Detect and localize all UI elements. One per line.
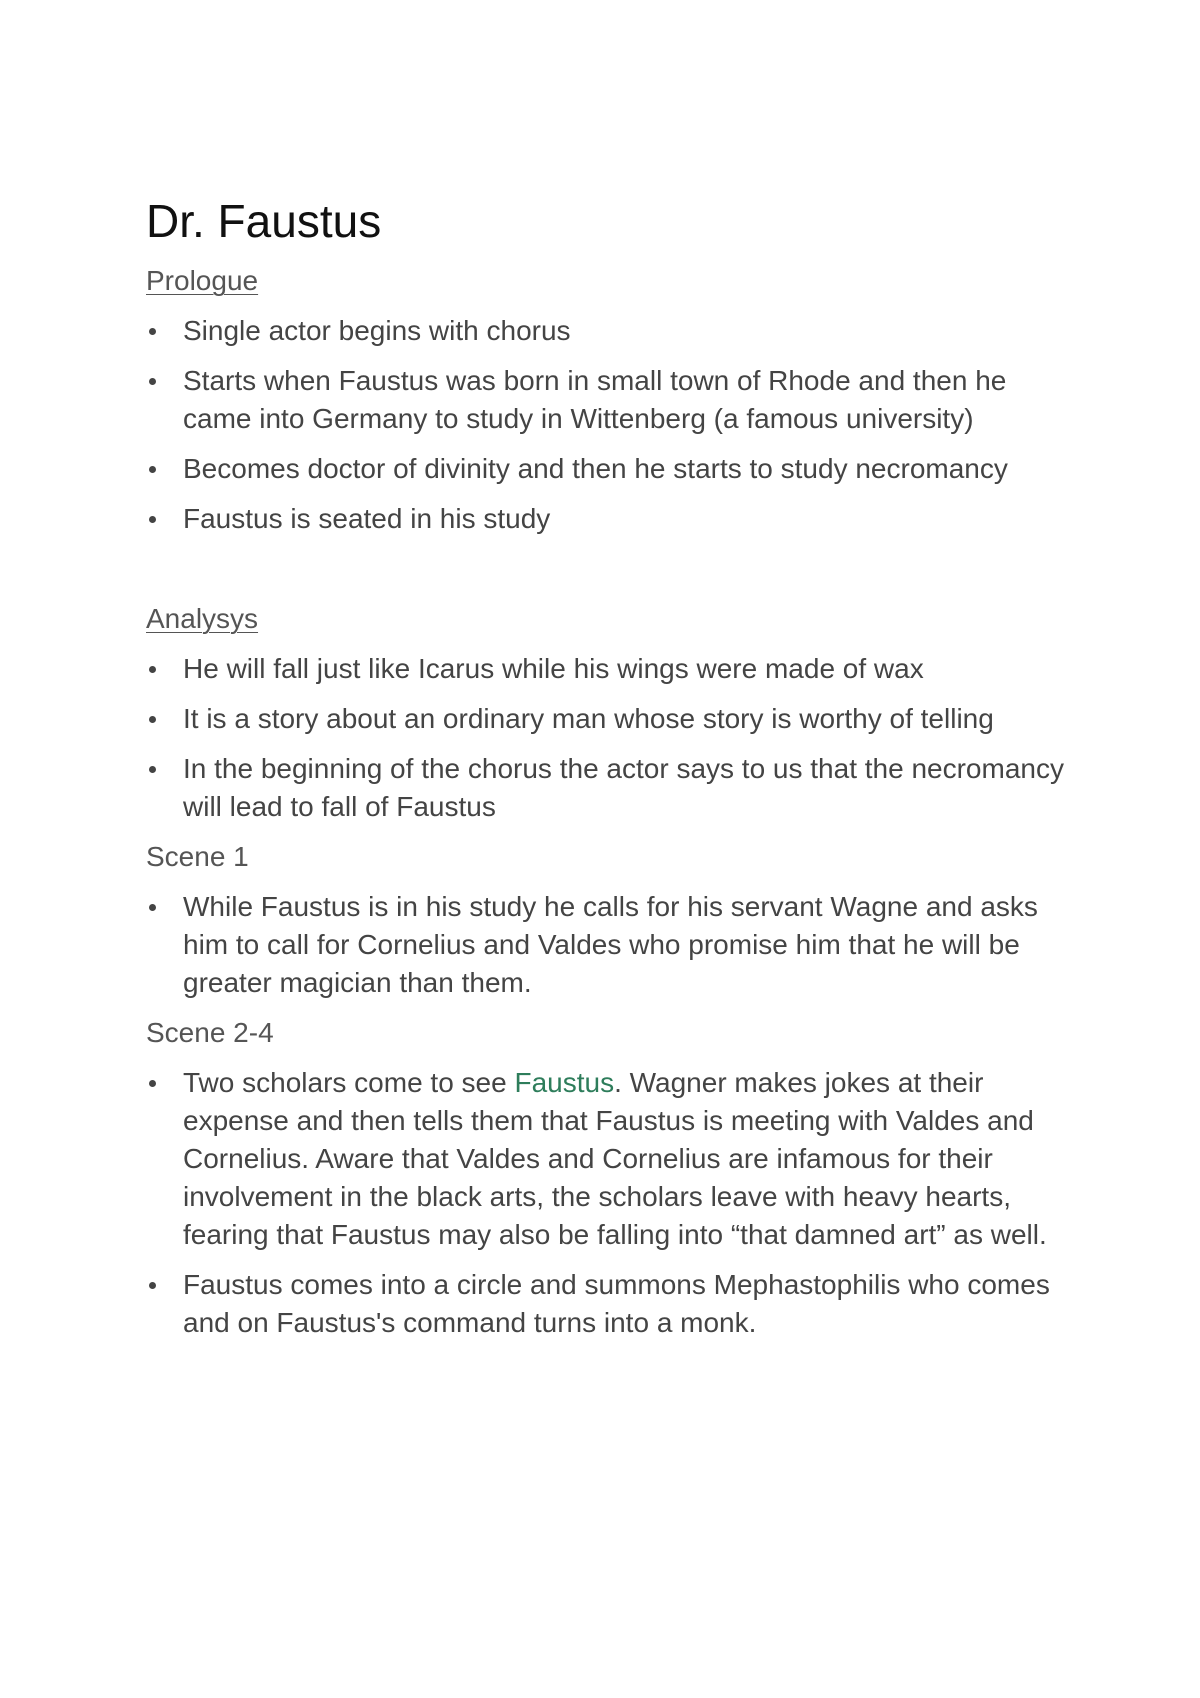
bullet-icon — [149, 466, 156, 473]
list-item-text: Faustus is seated in his study — [183, 503, 551, 534]
scene1-list — [146, 888, 1076, 1002]
list-item-text: It is a story about an ordinary man whose story is worthy of telling — [183, 703, 994, 734]
list-item-text: In the beginning of the chorus the actor says to us that the necromancy will lead to fall of Faustus — [183, 753, 1064, 822]
list-item-text: Starts when Faustus was born in small town of Rhode and then he came into Germany to study in Wittenberg (a famous university) — [183, 365, 1007, 434]
bullet-icon — [149, 378, 156, 385]
scene1-heading: Scene 1 — [146, 841, 249, 872]
list-item — [146, 362, 1076, 438]
bullet-icon — [149, 766, 156, 773]
list-item-text-after-link: . Wagner makes jokes at their expense and then tells them that Faustus is meeting with Valdes and Cornelius. Aware that Valdes and Cornelius are infamous for their involvement in the black arts, the scholars leave with heavy hearts, fearing that Faustus may also be falling into “that damned art” as well. — [183, 1067, 1047, 1250]
list-item — [146, 500, 1076, 538]
analysis-section — [146, 600, 1076, 826]
prologue-section — [146, 262, 1076, 538]
bullet-icon — [149, 716, 156, 723]
list-item — [146, 750, 1076, 826]
list-item — [146, 1064, 1076, 1254]
scene2-4-heading: Scene 2-4 — [146, 1017, 274, 1048]
scene2-4-list — [146, 1064, 1076, 1342]
faustus-link[interactable]: Faustus — [514, 1067, 615, 1098]
bullet-icon — [149, 328, 156, 335]
list-item-text: Becomes doctor of divinity and then he starts to study necromancy — [183, 453, 1008, 484]
prologue-list — [146, 312, 1076, 538]
list-item — [146, 1266, 1076, 1342]
document-page — [146, 190, 1076, 1342]
list-item-text: Single actor begins with chorus — [183, 315, 571, 346]
bullet-icon — [149, 904, 156, 911]
document-title: Dr. Faustus — [146, 195, 382, 247]
list-item-text: Faustus comes into a circle and summons Mephastophilis who comes and on Faustus's command turns into a monk. — [183, 1269, 1050, 1338]
scene2-4-section — [146, 1014, 1076, 1342]
list-item — [146, 888, 1076, 1002]
bullet-icon — [149, 666, 156, 673]
bullet-icon — [149, 1080, 156, 1087]
list-item — [146, 450, 1076, 488]
prologue-heading: Prologue — [146, 265, 259, 296]
bullet-icon — [149, 516, 156, 523]
analysis-list — [146, 650, 1076, 826]
analysis-heading: Analysys — [146, 603, 259, 634]
list-item-text: While Faustus is in his study he calls for his servant Wagne and asks him to call for Cornelius and Valdes who promise him that he will be greater magician than them. — [183, 891, 1038, 998]
list-item-text: He will fall just like Icarus while his wings were made of wax — [183, 653, 924, 684]
list-item — [146, 650, 1076, 688]
list-item — [146, 312, 1076, 350]
scene1-section — [146, 838, 1076, 1002]
list-item — [146, 700, 1076, 738]
blank-line — [146, 538, 1076, 600]
bullet-icon — [149, 1282, 156, 1289]
list-item-text-before-link: Two scholars come to see — [183, 1067, 515, 1098]
